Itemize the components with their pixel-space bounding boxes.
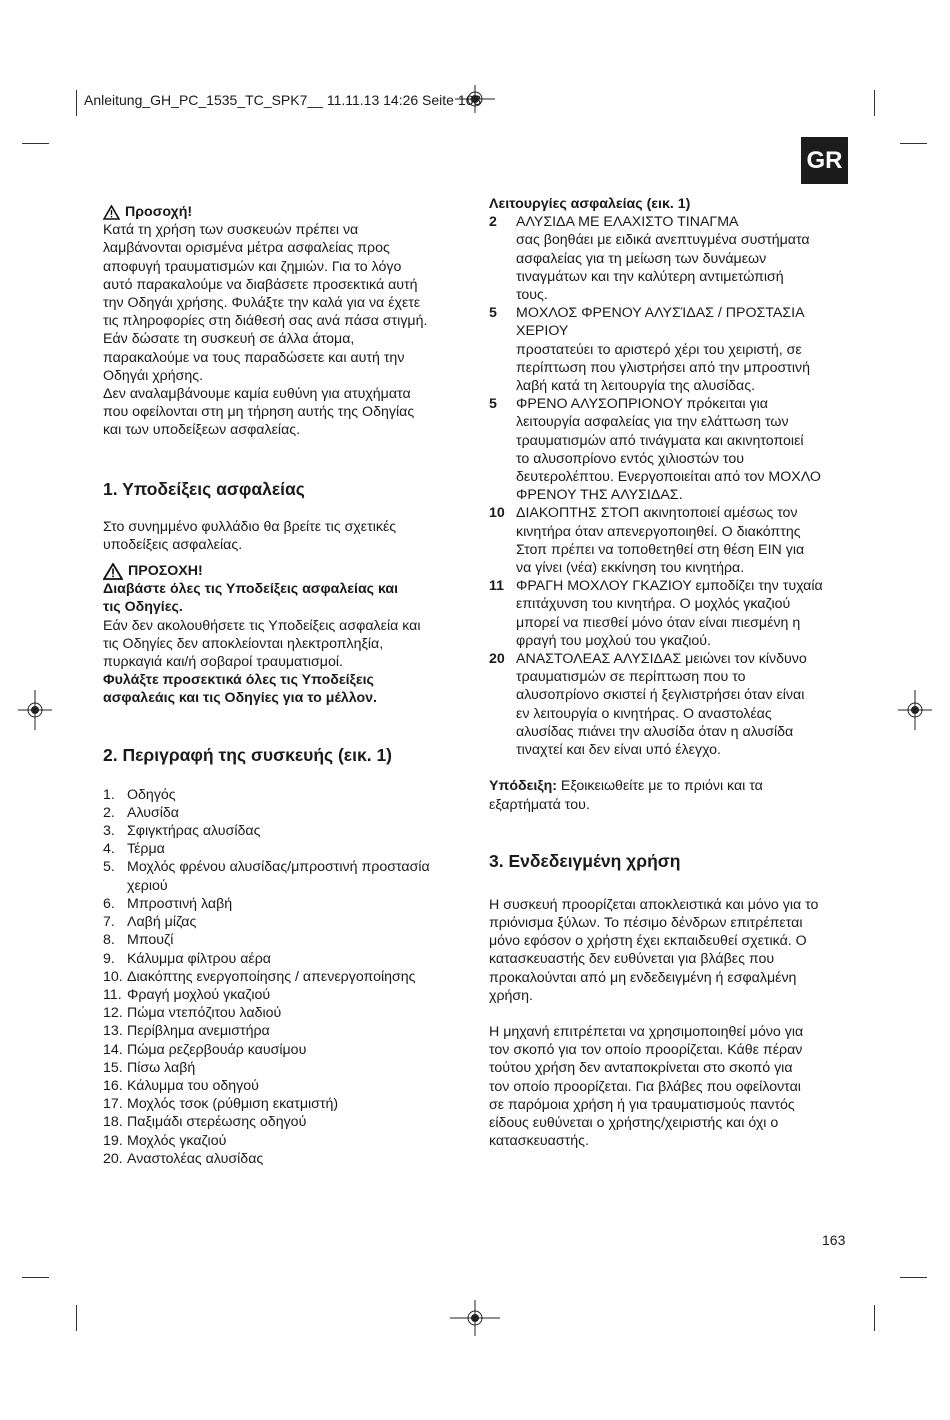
text-line: δευτερολέπτου. Ενεργοποιείται από τον ΜΟΧΛΟ bbox=[516, 469, 821, 486]
item-text bbox=[127, 1132, 226, 1150]
item-number: 20. bbox=[103, 1150, 123, 1167]
caution-heading bbox=[103, 203, 463, 221]
text-line: μπορεί να πιεσθεί μόνο όταν είναι πιεσμένη η bbox=[516, 614, 801, 631]
item-number: 7. bbox=[103, 914, 115, 931]
item-text bbox=[127, 1041, 306, 1059]
text-line: Αναστολέας αλυσίδας bbox=[127, 1150, 264, 1167]
text-line: Κάλυμμα του οδηγού bbox=[127, 1077, 259, 1094]
crop-mark bbox=[900, 143, 927, 144]
hint-line bbox=[489, 777, 851, 795]
text-line: ΔΙΑΚΟΠΤΗΣ ΣΤΟΠ ακινητοποιεί αμέσως τον bbox=[516, 505, 798, 522]
right-column bbox=[489, 195, 851, 1150]
safety-function-item bbox=[489, 650, 851, 759]
text-line: Μπροστινή λαβή bbox=[127, 895, 233, 912]
item-text bbox=[127, 986, 270, 1004]
part-list-item bbox=[103, 1022, 463, 1040]
text-line: σας βοηθάει με ειδικά ανεπτυγμένα συστήματα bbox=[516, 232, 810, 249]
hint-block bbox=[489, 777, 851, 813]
item-text bbox=[516, 304, 810, 395]
text-line: είδους ευθύνεται ο χρήστης/χειριστής και όχι ο bbox=[489, 1114, 779, 1131]
text-line: ΦΡΕΝΟ ΑΛΥΣΟΠΡΙΟΝΟΥ πρόκειται για bbox=[516, 396, 768, 413]
registration-mark-icon bbox=[898, 690, 932, 730]
text-line: Οδηγός bbox=[127, 786, 176, 803]
safety-function-item bbox=[489, 395, 851, 504]
text-line: τραυματισμών από τινάγματα και ακινητοποιεί bbox=[516, 432, 804, 449]
part-list-item bbox=[103, 931, 463, 949]
part-list-item bbox=[103, 1150, 463, 1168]
item-number: 5 bbox=[489, 396, 497, 413]
text-line: Η μηχανή επιτρέπεται να χρησιμοποιηθεί μόνο για bbox=[489, 1023, 804, 1040]
item-number: 11 bbox=[489, 578, 504, 595]
text-line: ΦΡΕΝΟΥ ΤΗΣ ΑΛΥΣΙΔΑΣ. bbox=[516, 487, 683, 504]
text-line: κινητήρα όταν απενεργοποιηθεί. Ο διακόπτης bbox=[516, 523, 801, 540]
text-line: ΜΟΧΛΟΣ ΦΡΕΝΟΥ ΑΛΥΣΊΔΑΣ / ΠΡΟΣΤΑΣΙΑ bbox=[516, 305, 805, 322]
section-1-heading: 1. Υποδείξεις ασφαλείας bbox=[103, 478, 305, 499]
safety-function-item bbox=[489, 504, 851, 577]
text-line: λειτουργία ασφαλείας για την ελάττωση των bbox=[516, 414, 789, 431]
text-line: κατασκευαστής. bbox=[489, 1133, 589, 1150]
parts-list bbox=[103, 786, 463, 1168]
text-line: τον οποίο προορίζεται. Για βλάβες που οφείλονται bbox=[489, 1078, 801, 1095]
text-line: παρακαλούμε να τους παραδώσετε και αυτή την bbox=[103, 349, 405, 366]
item-number: 8. bbox=[103, 932, 115, 949]
part-list-item bbox=[103, 1095, 463, 1113]
crop-mark bbox=[76, 90, 77, 116]
text-line: ασφαλείας για τη μείωση των δυνάμεων bbox=[516, 250, 767, 267]
crop-mark bbox=[900, 1277, 927, 1278]
text-line: τιναγμάτων και την καλύτερη αντιμετώπισή bbox=[516, 268, 784, 285]
section-3-paragraph-1 bbox=[489, 896, 851, 1005]
safety-function-item bbox=[489, 304, 851, 395]
item-text bbox=[127, 1150, 263, 1168]
text-line: Στοπ πρέπει να τοποθετηθεί στη θέση ΕΙΝ για bbox=[516, 541, 805, 558]
crop-mark bbox=[22, 1277, 49, 1278]
item-number: 17. bbox=[103, 1096, 123, 1113]
text-line: Οδηγάι χρήσης. bbox=[103, 367, 204, 384]
text-line: τους. bbox=[516, 287, 548, 304]
item-number: 14. bbox=[103, 1041, 123, 1058]
text-line: Αλυσίδα bbox=[127, 804, 179, 821]
text-line: που οφείλονται στη μη τήρηση αυτής της Οδηγίας bbox=[103, 404, 415, 421]
text-line: πριόνισμα ξύλων. Το πέσιμο δένδρων επιτρέπεται bbox=[489, 914, 803, 931]
text-line: Περίβλημα ανεμιστήρα bbox=[127, 1023, 270, 1040]
safety-functions-heading: Λειτουργίες ασφαλείας (εικ. 1) bbox=[489, 196, 691, 212]
print-file-header: Anleitung_GH_PC_1535_TC_SPK7__ 11.11.13 14:26 Seite 163 bbox=[84, 92, 482, 108]
text-line: τον σκοπό για τον οποίο προορίζεται. Κάθε πέραν bbox=[489, 1042, 803, 1059]
registration-mark-icon bbox=[18, 690, 52, 730]
warning-triangle-icon bbox=[103, 205, 120, 220]
text-line: αυτό παρακαλούμε να διαβάσετε προσεκτικά αυτή bbox=[103, 276, 418, 293]
part-list-item bbox=[103, 950, 463, 968]
text-line: λαμβάνονται ορισμένα μέτρα ασφαλείας προς bbox=[103, 240, 390, 257]
text-line: περίπτωση που γλιστρήσει από την μπροστινή bbox=[516, 359, 810, 376]
text-line: το αλυσοπρίονο εντός χιλιοστών του bbox=[516, 450, 744, 467]
section-3-paragraph-2 bbox=[489, 1023, 851, 1150]
text-line: μόνο εφόσον ο χρήστη έχει εκπαιδευθεί σχετικά. Ο bbox=[489, 933, 807, 950]
text-line: σε παρόμοια χρήση ή για τραυματισμούς παντός bbox=[489, 1096, 795, 1113]
item-text bbox=[516, 577, 823, 650]
item-number: 6. bbox=[103, 895, 115, 912]
item-text bbox=[127, 968, 416, 986]
item-number: 19. bbox=[103, 1132, 123, 1149]
text-line: Σφιγκτήρας αλυσίδας bbox=[127, 823, 261, 840]
part-list-item bbox=[103, 1077, 463, 1095]
text-line: χεριού bbox=[127, 877, 168, 894]
text-line: τις πληροφορίες στη διάθεσή σας ανά πάσα στιγμή. bbox=[103, 313, 428, 330]
warning-text bbox=[103, 617, 463, 672]
text-line: Λαβή μίζας bbox=[127, 914, 197, 931]
item-text bbox=[127, 1059, 195, 1077]
left-column bbox=[103, 203, 463, 1168]
safety-functions-list bbox=[489, 213, 851, 759]
item-text bbox=[127, 1095, 338, 1113]
item-number: 18. bbox=[103, 1114, 123, 1131]
text-line: υποδείξεις ασφαλείας. bbox=[103, 536, 243, 553]
text-line: Τέρμα bbox=[127, 841, 165, 858]
item-number: 5 bbox=[489, 305, 497, 322]
item-text bbox=[127, 1077, 259, 1095]
part-list-item bbox=[103, 1041, 463, 1059]
text-line: και των υποδείξεων ασφαλείας. bbox=[103, 422, 301, 439]
text-line: κατασκευαστής δεν ευθύνεται για βλάβες που bbox=[489, 951, 775, 968]
text-line: Δεν αναλαμβάνουμε καμία ευθύνη για ατυχήματα bbox=[103, 386, 411, 403]
part-list-item bbox=[103, 858, 463, 894]
text-line: Μοχλός τσοκ (ρύθμιση εκατμιστή) bbox=[127, 1096, 339, 1113]
text-line: Πώμα ρεζερβουάρ καυσίμου bbox=[127, 1041, 307, 1058]
section-3-heading: 3. Ενδεδειγμένη χρήση bbox=[489, 850, 681, 871]
part-list-item bbox=[103, 840, 463, 858]
part-list-item bbox=[103, 986, 463, 1004]
text-line: ασφαλεάις και τις Οδηγίες για το μέλλον. bbox=[103, 690, 377, 707]
safety-function-item bbox=[489, 213, 851, 304]
warning-bold-text bbox=[103, 580, 463, 616]
item-number: 15. bbox=[103, 1059, 123, 1076]
text-line: φραγή του μοχλού του γκαζιού. bbox=[516, 632, 711, 649]
part-list-item bbox=[103, 1004, 463, 1022]
item-number: 11. bbox=[103, 986, 122, 1003]
text-line: Φραγή μοχλού γκαζιού bbox=[127, 986, 271, 1003]
item-number: 3. bbox=[103, 823, 115, 840]
text-line: προστατεύει το αριστερό χέρι του χειριστή, σε bbox=[516, 341, 802, 358]
item-number: 9. bbox=[103, 950, 115, 967]
text-line: να γίνει (νέα) εκκίνηση του κινητήρα. bbox=[516, 560, 745, 577]
page-number: 163 bbox=[822, 1232, 846, 1248]
language-badge: GR bbox=[801, 137, 848, 184]
text-line: την Οδηγάι χρήσης. Φυλάξτε την καλά για να έχετε bbox=[103, 295, 421, 312]
text-line: ΑΛΥΣΙΔΑ ΜΕ ΕΛΑΧΙΣΤΟ ΤΙΝΑΓΜΑ bbox=[516, 214, 739, 231]
text-line: αποφυγή τραυματισμών και ζημιών. Για το λόγο bbox=[103, 258, 402, 275]
item-number: 5. bbox=[103, 859, 115, 876]
item-text bbox=[516, 395, 821, 504]
text-line: ΧΕΡΙΟΥ bbox=[516, 323, 569, 340]
item-number: 10. bbox=[103, 968, 123, 985]
item-text bbox=[127, 913, 196, 931]
part-list-item bbox=[103, 822, 463, 840]
text-line: τις Οδηγίες. bbox=[103, 599, 183, 616]
text-line: Διακόπτης ενεργοποίησης / απενεργοποίησης bbox=[127, 968, 416, 985]
text-line: Κάλυμμα φίλτρου αέρα bbox=[127, 950, 272, 967]
text-line: λαβή κατά τη λειτουργία της αλυσίδας. bbox=[516, 378, 756, 395]
item-number: 2. bbox=[103, 804, 115, 821]
text-line: Εάν δεν ακολουθήσετε τις Υποδείξεις ασφαλεία και bbox=[103, 617, 421, 634]
crop-mark bbox=[874, 1305, 875, 1331]
warning-heading bbox=[103, 562, 463, 580]
item-number: 20 bbox=[489, 651, 505, 668]
safety-function-item bbox=[489, 577, 851, 650]
item-number: 12. bbox=[103, 1005, 123, 1022]
item-text bbox=[127, 858, 430, 894]
text-line: Παξιμάδι στερέωσης οδηγού bbox=[127, 1114, 307, 1131]
part-list-item bbox=[103, 786, 463, 804]
section-2-heading: 2. Περιγραφή της συσκευής (εικ. 1) bbox=[103, 744, 393, 765]
item-text bbox=[127, 786, 176, 804]
item-number: 1. bbox=[103, 786, 115, 803]
text-line: τιναχτεί και δεν είναι υπό έλεγχο. bbox=[516, 742, 721, 759]
item-text bbox=[127, 1022, 270, 1040]
item-text bbox=[127, 950, 271, 968]
text-line: προκαλούνται από μη ενδεδειγμένη ή εσφαλμένη bbox=[489, 969, 797, 986]
item-text bbox=[127, 931, 173, 949]
text-line: εξαρτήματά του. bbox=[489, 796, 590, 813]
text-line: χρήση. bbox=[489, 987, 533, 1004]
hint-text: Εξοικειωθείτε με το πριόνι και τα bbox=[556, 778, 763, 795]
text-line: εν λειτουργία ο κινητήρας. Ο αναστολέας bbox=[516, 705, 772, 722]
item-text bbox=[127, 840, 165, 858]
part-list-item bbox=[103, 968, 463, 986]
text-line: αλυσίδας πιάνει την αλυσίδα όταν η αλυσίδα bbox=[516, 723, 794, 740]
crop-mark bbox=[874, 90, 875, 116]
warning-title: ΠΡΟΣΟΧΗ! bbox=[128, 563, 203, 580]
registration-mark-icon bbox=[450, 1300, 500, 1336]
text-line: Κατά τη χρήση των συσκευών πρέπει να bbox=[103, 222, 359, 239]
text-line: Πίσω λαβή bbox=[127, 1059, 196, 1076]
text-line: Μοχλός φρένου αλυσίδας/μπροστινή προστασία bbox=[127, 859, 430, 876]
item-number: 4. bbox=[103, 841, 115, 858]
text-line: επιτάχυνση του κινητήρα. Ο μοχλός γκαζιού bbox=[516, 596, 791, 613]
item-text bbox=[127, 804, 179, 822]
part-list-item bbox=[103, 804, 463, 822]
text-line: Μοχλός γκαζιού bbox=[127, 1132, 227, 1149]
item-number: 2 bbox=[489, 214, 497, 231]
caution-title: Προσοχή! bbox=[125, 204, 193, 220]
item-number: 16. bbox=[103, 1077, 123, 1094]
section-1-text bbox=[103, 518, 463, 554]
item-number: 13. bbox=[103, 1023, 123, 1040]
part-list-item bbox=[103, 1113, 463, 1131]
caution-text bbox=[103, 221, 463, 439]
item-text bbox=[516, 504, 804, 577]
part-list-item bbox=[103, 1059, 463, 1077]
part-list-item bbox=[103, 895, 463, 913]
text-line: ΑΝΑΣΤΟΛΕΑΣ ΑΛΥΣΙΔΑΣ μειώνει τον κίνδυνο bbox=[516, 651, 807, 668]
part-list-item bbox=[103, 913, 463, 931]
text-line: ΦΡΑΓΗ ΜΟΧΛΟΥ ΓΚΑΖΙΟΥ εμποδίζει την τυχαία bbox=[516, 578, 823, 595]
text-line: αλυσοπρίονο σκιστεί ή ξεγλιστρήσει όταν είναι bbox=[516, 687, 805, 704]
hint-label: Υπόδειξη: bbox=[489, 778, 557, 795]
text-line: Στο συνημμένο φυλλάδιο θα βρείτε τις σχετικές bbox=[103, 518, 397, 535]
text-line: τραυματισμών σε περίπτωση που το bbox=[516, 669, 746, 686]
text-line: τις Οδηγίες δεν αποκλείονται ηλεκτροπληξία, bbox=[103, 635, 384, 652]
warning-triangle-icon bbox=[103, 563, 123, 580]
part-list-item bbox=[103, 1132, 463, 1150]
crop-mark bbox=[22, 143, 49, 144]
text-line: τούτου χρήση δεν ανταποκρίνεται στο σκοπό για bbox=[489, 1060, 793, 1077]
text-line: πυρκαγιά και/ή σοβαροί τραυματισμοί. bbox=[103, 654, 343, 671]
text-line: Διαβάστε όλες τις Υποδείξεις ασφαλείας και bbox=[103, 581, 399, 598]
text-line: Πώμα ντεπόζιτου λαδιού bbox=[127, 1005, 282, 1022]
item-text bbox=[127, 1113, 306, 1131]
item-text bbox=[516, 213, 810, 304]
item-number: 10 bbox=[489, 505, 505, 522]
crop-mark bbox=[76, 1305, 77, 1331]
item-text bbox=[127, 895, 232, 913]
item-text bbox=[127, 822, 260, 840]
text-line: Φυλάξτε προσεκτικά όλες τις Υποδείξεις bbox=[103, 672, 374, 689]
text-line: Εάν δώσατε τη συσκευή σε άλλα άτομα, bbox=[103, 331, 355, 348]
warning-keep-text bbox=[103, 671, 463, 707]
item-text bbox=[516, 650, 807, 759]
text-line: Η συσκευή προορίζεται αποκλειστικά και μόνο για το bbox=[489, 896, 819, 913]
text-line: Μπουζί bbox=[127, 932, 174, 949]
item-text bbox=[127, 1004, 281, 1022]
